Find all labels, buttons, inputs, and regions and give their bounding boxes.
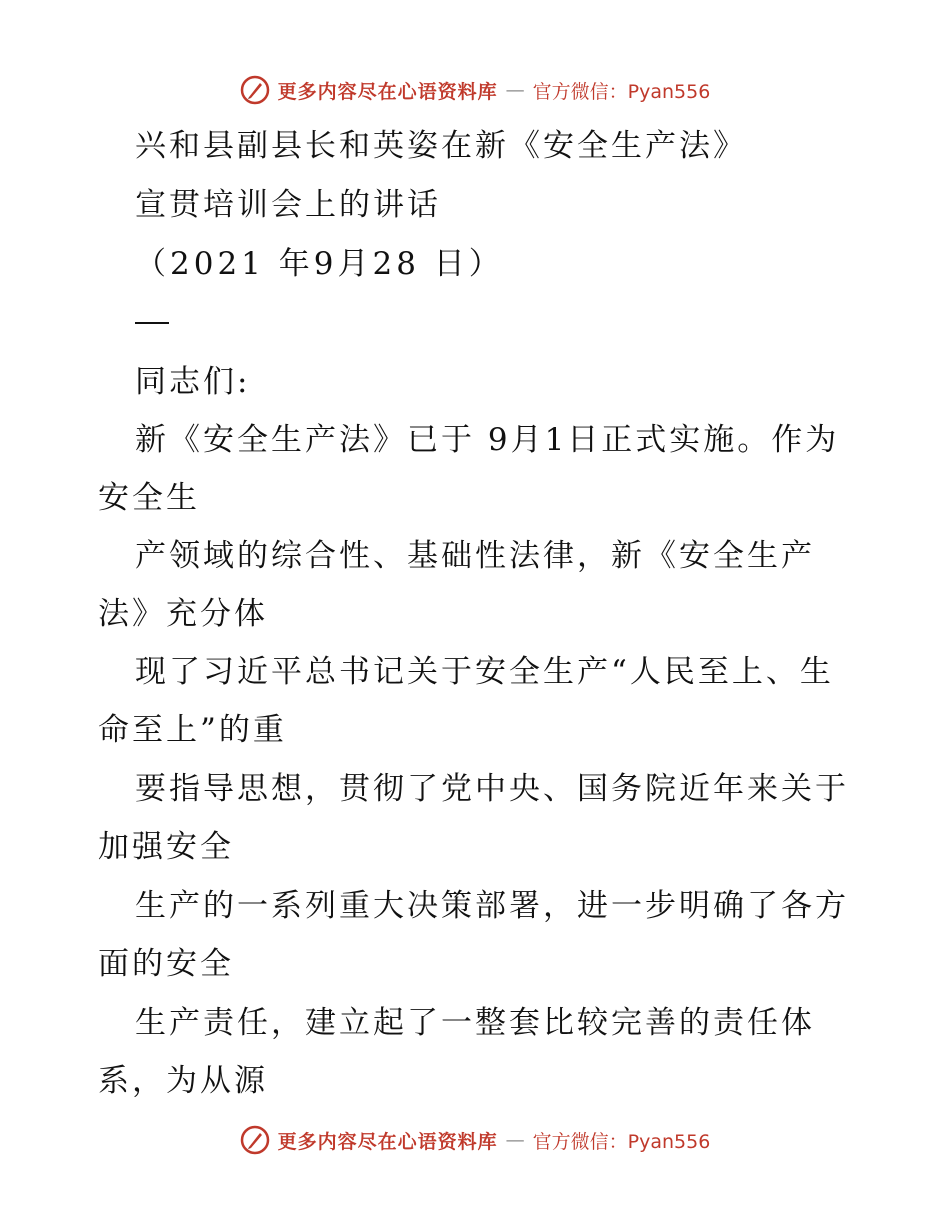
paragraph-line: 安全生 (98, 480, 200, 516)
footer-banner (0, 1120, 950, 1160)
document-title-line-1: 兴和县副县长和英姿在新《安全生产法》 (135, 128, 747, 164)
header-banner (0, 70, 950, 110)
quill-logo-icon (240, 1125, 270, 1155)
paragraph-line: 法》充分体 (98, 596, 268, 632)
banner-separator: — (505, 1129, 525, 1151)
paragraph-line: 加强安全 (98, 829, 234, 865)
document-title-line-2: 宣贯培训会上的讲话 (135, 187, 441, 223)
paragraph-line: 面的安全 (98, 946, 234, 982)
separator-dash (135, 322, 169, 324)
salutation: 同志们: (135, 364, 251, 400)
banner-contact: 官方微信：Pyan556 (532, 80, 711, 103)
paragraph-line: 命至上”的重 (98, 712, 287, 748)
quill-logo-icon (240, 75, 270, 105)
banner-text: 更多内容尽在心语资料库 (277, 1130, 498, 1153)
document-date: （2021 年9月28 日） (135, 246, 504, 282)
paragraph-line: 生产的一系列重大决策部署，进一步明确了各方 (135, 888, 849, 924)
banner-separator: — (505, 79, 525, 101)
paragraph-line: 系，为从源 (98, 1063, 268, 1099)
paragraph-line: 现了习近平总书记关于安全生产“人民至上、生 (135, 654, 834, 690)
banner-text: 更多内容尽在心语资料库 (277, 80, 498, 103)
paragraph-line: 要指导思想，贯彻了党中央、国务院近年来关于 (135, 771, 849, 807)
paragraph-line: 产领域的综合性、基础性法律，新《安全生产 (135, 538, 815, 574)
paragraph-line: 生产责任，建立起了一整套比较完善的责任体 (135, 1005, 815, 1041)
banner-contact: 官方微信：Pyan556 (532, 1130, 711, 1153)
paragraph-line: 新《安全生产法》已于 9月1日正式实施。作为 (135, 422, 840, 458)
